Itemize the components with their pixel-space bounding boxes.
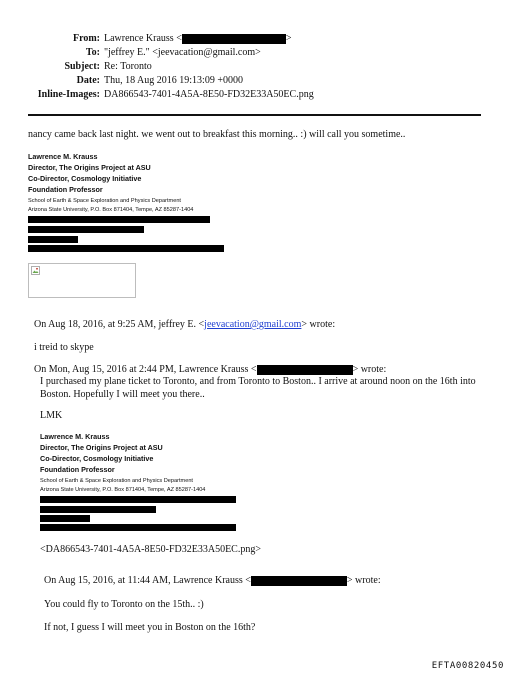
redaction-bar <box>28 216 210 223</box>
quote-2-attachment: <DA866543-7401-4A5A-8E50-FD32E33A50EC.png> <box>40 544 261 555</box>
quote-3-line-2: If not, I guess I will meet you in Boston on the 16th? <box>44 622 256 633</box>
signature-name: Lawrence M. Krauss <box>40 432 110 441</box>
quote-2-intro-suffix: > wrote: <box>352 364 387 375</box>
header-divider <box>28 114 481 116</box>
quote-1-text: i treid to skype <box>34 342 94 353</box>
redaction-bar <box>28 236 78 243</box>
inline-images-value: DA866543-7401-4A5A-8E50-FD32E33A50EC.png <box>104 89 314 100</box>
quote-2-intro-text: On Mon, Aug 15, 2016 at 2:44 PM, Lawrence Krauss < <box>34 364 257 375</box>
broken-image-icon <box>31 266 40 275</box>
quote-1-email-link[interactable]: jeevacation@gmail.com <box>204 319 302 330</box>
signature-title-2: Co-Director, Cosmology Initiative <box>28 174 142 183</box>
signature-name: Lawrence M. Krauss <box>28 152 98 161</box>
quote-1-intro <box>34 318 335 331</box>
redaction-bar <box>40 524 236 531</box>
inline-image-placeholder[interactable] <box>28 263 136 298</box>
to-label: To: <box>85 47 100 58</box>
signature-dept: School of Earth & Space Exploration and Physics Department <box>40 478 193 484</box>
signature-address: Arizona State University, P.O. Box 871404, Tempe, AZ 85287-1404 <box>40 487 206 493</box>
date-value: Thu, 18 Aug 2016 19:13:09 +0000 <box>104 75 243 86</box>
signature-dept: School of Earth & Space Exploration and Physics Department <box>28 198 181 204</box>
signature-title-1: Director, The Origins Project at ASU <box>40 443 163 452</box>
quote-3-intro <box>44 574 381 587</box>
from-label: From: <box>72 33 100 44</box>
to-value: "jeffrey E." <jeevacation@gmail.com> <box>104 47 261 58</box>
quote-1-intro-suffix: > wrote: <box>301 319 336 330</box>
subject-value: Re: Toronto <box>104 61 152 72</box>
redaction-bar <box>257 365 353 375</box>
quote-2-line-2: Boston. Hopefully I will meet you there.. <box>40 389 205 400</box>
signature-title-3: Foundation Professor <box>28 185 103 194</box>
redaction-bar <box>251 576 347 586</box>
redaction-bar <box>182 34 286 44</box>
from-name: Lawrence Krauss < <box>104 33 182 44</box>
redaction-bar <box>40 496 236 503</box>
document-id: EFTA00820450 <box>431 661 504 671</box>
signature-title-2: Co-Director, Cosmology Initiative <box>40 454 154 463</box>
signature-title-1: Director, The Origins Project at ASU <box>28 163 151 172</box>
signature-title-3: Foundation Professor <box>40 465 115 474</box>
quote-3-intro-suffix: > wrote: <box>346 575 381 586</box>
redaction-bar <box>28 226 144 233</box>
date-label: Date: <box>76 75 100 86</box>
subject-label: Subject: <box>64 61 100 72</box>
quote-3-line-1: You could fly to Toronto on the 15th.. :) <box>44 599 204 610</box>
from-value <box>104 32 291 45</box>
signature-address: Arizona State University, P.O. Box 871404, Tempe, AZ 85287-1404 <box>28 207 194 213</box>
inline-images-label: Inline-Images: <box>37 89 100 100</box>
quote-2-line-1: I purchased my plane ticket to Toronto, and from Toronto to Boston.. I arrive at around noon on the 16th into <box>40 376 476 387</box>
redaction-bar <box>40 515 90 522</box>
message-body: nancy came back last night. we went out to breakfast this morning.. :) will call you sometime.. <box>28 129 406 140</box>
quote-2-lmk: LMK <box>40 410 63 421</box>
from-bracket: > <box>285 33 292 44</box>
quote-3-intro-text: On Aug 15, 2016, at 11:44 AM, Lawrence Krauss < <box>44 575 251 586</box>
redaction-bar <box>28 245 224 252</box>
redaction-bar <box>40 506 156 513</box>
quote-1-intro-text: On Aug 18, 2016, at 9:25 AM, jeffrey E. < <box>34 319 205 330</box>
